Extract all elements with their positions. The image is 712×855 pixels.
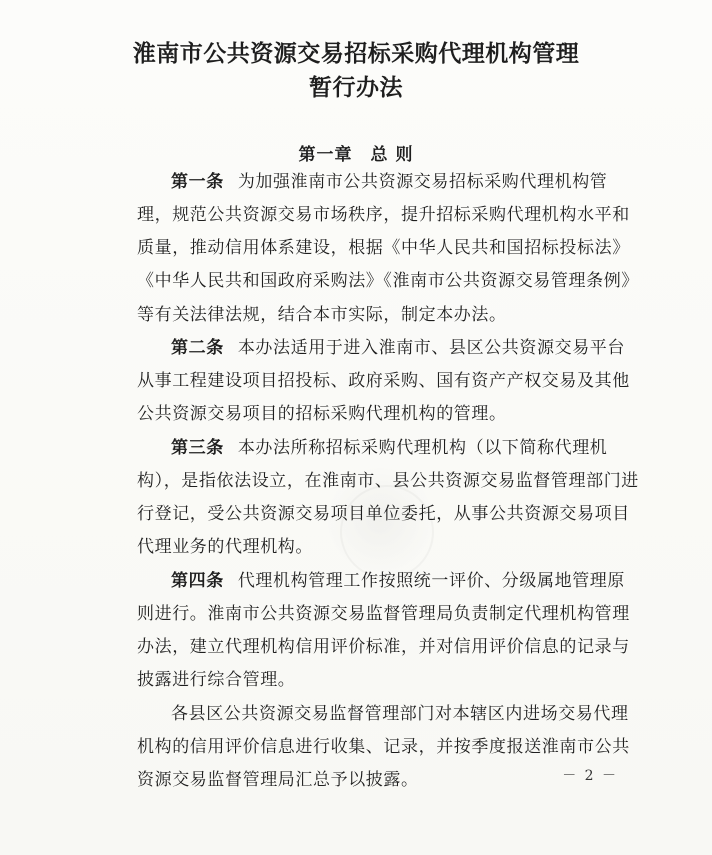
paragraph-line: 构），是指依法设立，在淮南市、县公共资源交易监督管理部门进 [137,471,639,491]
paragraph-line: 从事工程建设项目招投标、政府采购、国有资产产权交易及其他 [137,371,630,391]
paragraph-line: 代理业务的代理机构。 [137,537,313,557]
line-text: 代理机构管理工作按照统一评价、分级属地管理原 [237,571,626,591]
article-label: 第二条 [171,338,224,358]
page-number: － 2 － [562,768,618,784]
paragraph-line [171,170,637,194]
paragraph-line: 则进行。淮南市公共资源交易监督管理局负责制定代理机构管理 [137,604,630,624]
paragraph-line [171,436,637,460]
paragraph-line: 资源交易监督管理局汇总予以披露。 [137,770,419,790]
paragraph-line: 公共资源交易项目的招标采购代理机构的管理。 [137,404,507,424]
line-text: 本办法适用于进入淮南市、县区公共资源交易平台 [237,338,626,358]
paragraph-line: 等有关法律法规，结合本市实际，制定本办法。 [137,305,507,325]
chapter-label: 第一章 [298,145,353,165]
paragraph-line [171,336,637,360]
paragraph-line: 办法，建立代理机构信用评价标准，并对信用评价信息的记录与 [137,637,630,657]
line-text: 为加强淮南市公共资源交易招标采购代理机构管 [237,172,608,192]
document-title-line2: 暂行办法 [309,74,403,101]
paragraph-line: 各县区公共资源交易监督管理部门对本辖区内进场交易代理 [171,704,629,724]
chapter-name: 总 则 [370,145,414,165]
paragraph-line: 机构的信用评价信息进行收集、记录，并按季度报送淮南市公共 [137,737,630,757]
paragraph-line: 质量，推动信用体系建设，根据《中华人民共和国招标投标法》 [137,238,630,258]
article-label: 第一条 [171,172,224,192]
faint-seal-mark [340,485,434,579]
paragraph-line: 《中华人民共和国政府采购法》《淮南市公共资源交易管理条例》 [137,271,639,291]
line-text: 本办法所称招标采购代理机构（以下简称代理机 [237,438,608,458]
chapter-heading [0,143,712,167]
paragraph-line: 行登记，受公共资源交易项目单位委托，从事公共资源交易项目 [137,504,630,524]
paragraph-line: 理，规范公共资源交易市场秩序，提升招标采购代理机构水平和 [137,205,630,225]
paragraph-line [171,569,637,593]
paragraph-line: 披露进行综合管理。 [137,670,296,690]
document-title-line1: 淮南市公共资源交易招标采购代理机构管理 [132,40,580,67]
article-label: 第四条 [171,571,224,591]
article-label: 第三条 [171,438,224,458]
